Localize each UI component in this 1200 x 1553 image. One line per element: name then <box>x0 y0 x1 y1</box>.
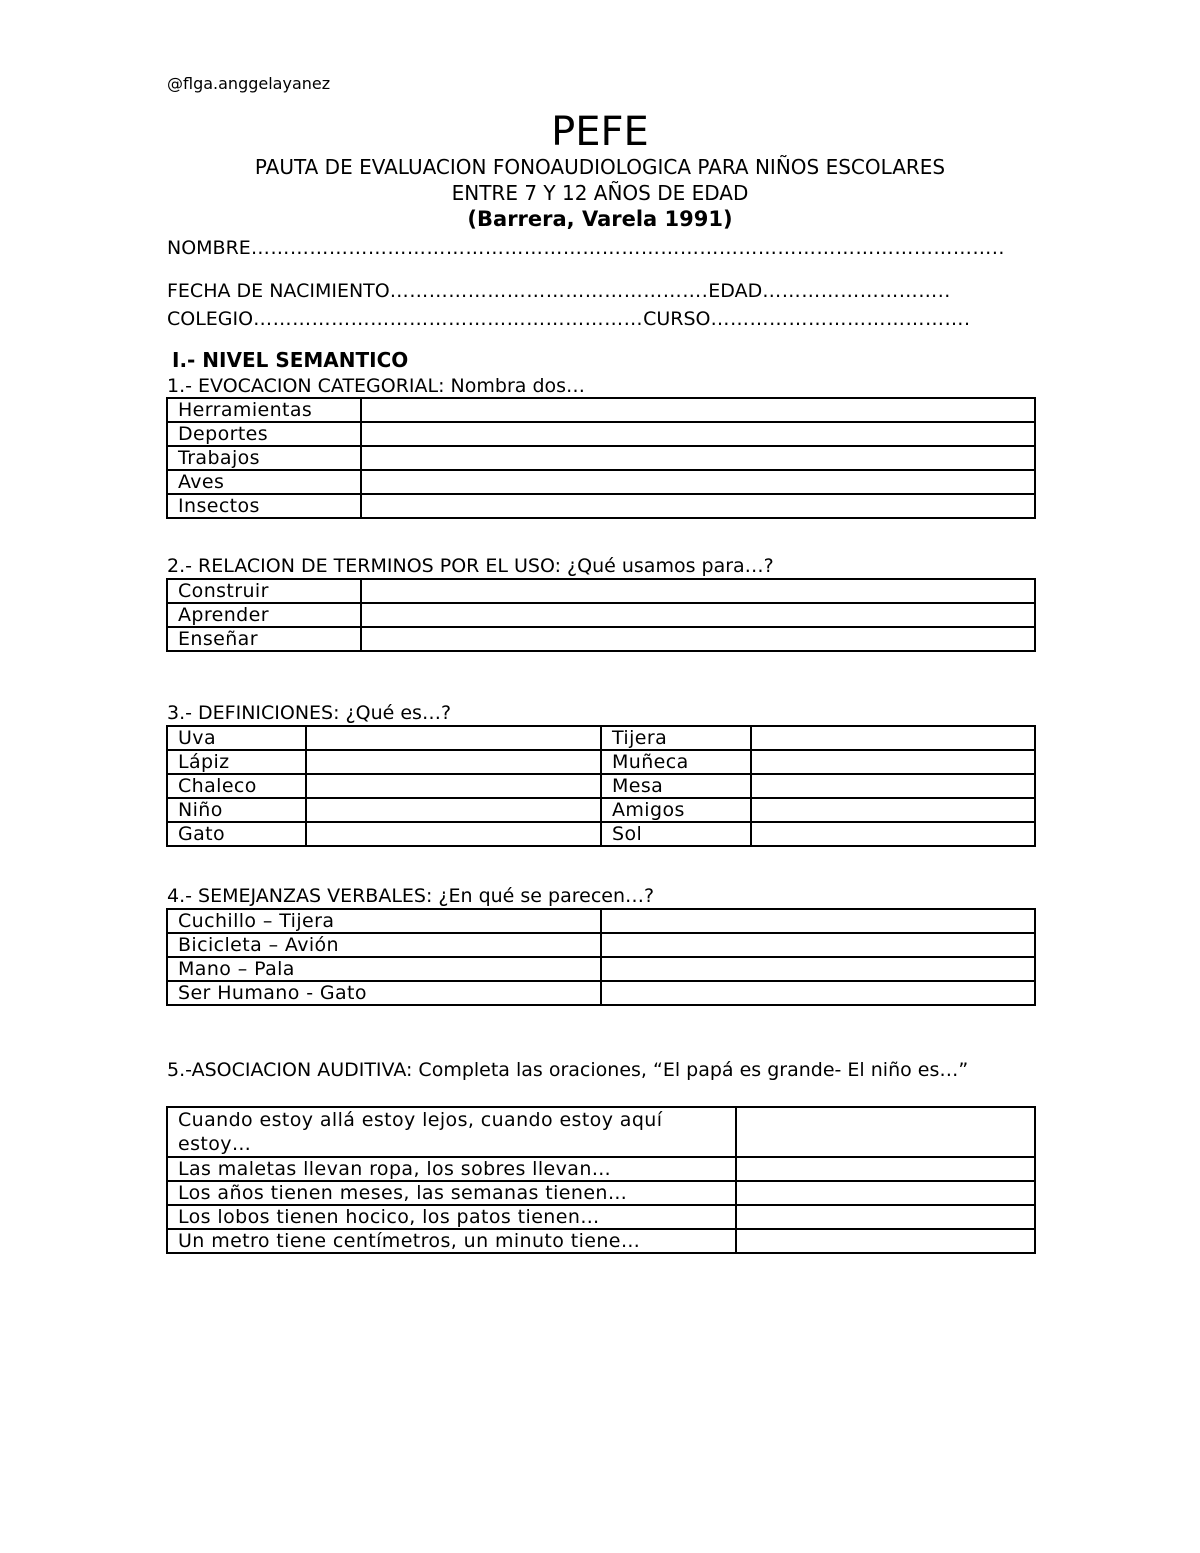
edad-label: EDAD <box>708 280 763 302</box>
answer-cell[interactable] <box>751 726 1035 750</box>
table-row <box>167 933 1035 957</box>
answer-cell[interactable] <box>361 470 1035 494</box>
field-colegio[interactable]: COLEGIO……………………………………………………CURSO…………………………………. <box>167 308 971 330</box>
answer-cell[interactable] <box>736 1157 1035 1181</box>
table-row <box>167 798 1035 822</box>
pair-cell: Mano – Pala <box>167 957 601 981</box>
table-row <box>167 822 1035 846</box>
answer-cell[interactable] <box>361 446 1035 470</box>
answer-cell[interactable] <box>736 1205 1035 1229</box>
s3-table <box>166 725 1036 847</box>
word-cell: Lápiz <box>167 750 306 774</box>
word-cell: Chaleco <box>167 774 306 798</box>
category-cell: Herramientas <box>167 398 361 422</box>
fecha-label: FECHA DE NACIMIENTO <box>167 280 390 302</box>
document-title: PEFE <box>551 109 649 155</box>
table-row <box>167 909 1035 933</box>
section-title: I.- NIVEL SEMANTICO <box>172 348 409 372</box>
word-cell: Niño <box>167 798 306 822</box>
answer-cell[interactable] <box>736 1229 1035 1253</box>
table-row <box>167 470 1035 494</box>
category-cell: Aves <box>167 470 361 494</box>
s1-table <box>166 397 1036 519</box>
term-cell: Construir <box>167 579 361 603</box>
word-cell: Amigos <box>601 798 751 822</box>
term-cell: Aprender <box>167 603 361 627</box>
s5-heading: 5.-ASOCIACION AUDITIVA: Completa las oraciones, “El papá es grande- El niño es…” <box>167 1059 969 1081</box>
table-row <box>167 981 1035 1005</box>
s2-heading: 2.- RELACION DE TERMINOS POR EL USO: ¿Qué usamos para…? <box>167 555 774 577</box>
table-row <box>167 1229 1035 1253</box>
category-cell: Deportes <box>167 422 361 446</box>
table-row <box>167 1205 1035 1229</box>
word-cell: Tijera <box>601 726 751 750</box>
answer-cell[interactable] <box>736 1107 1035 1157</box>
field-nombre[interactable]: NOMBRE…………………………………………………………………………………………………….. <box>167 237 1005 259</box>
table-row <box>167 398 1035 422</box>
table-row <box>167 422 1035 446</box>
table-row <box>167 1157 1035 1181</box>
answer-cell[interactable] <box>361 422 1035 446</box>
s1-heading: 1.- EVOCACION CATEGORIAL: Nombra dos… <box>167 375 586 397</box>
table-row <box>167 774 1035 798</box>
table-row <box>167 494 1035 518</box>
word-cell: Gato <box>167 822 306 846</box>
s3-heading: 3.- DEFINICIONES: ¿Qué es…? <box>167 702 452 724</box>
s4-table <box>166 908 1036 1006</box>
answer-cell[interactable] <box>306 726 601 750</box>
answer-cell[interactable] <box>736 1181 1035 1205</box>
subtitle-citation: (Barrera, Varela 1991) <box>467 207 733 231</box>
category-cell: Insectos <box>167 494 361 518</box>
field-fecha-nacimiento[interactable]: FECHA DE NACIMIENTO………………………………………….EDAD……………………….. <box>167 280 951 302</box>
answer-cell[interactable] <box>361 627 1035 651</box>
sentence-cell: Cuando estoy allá estoy lejos, cuando estoy aquí estoy… <box>167 1107 736 1157</box>
table-row <box>167 627 1035 651</box>
table-row <box>167 957 1035 981</box>
answer-cell[interactable] <box>601 909 1035 933</box>
table-row <box>167 603 1035 627</box>
sentence-cell: Los lobos tienen hocico, los patos tienen… <box>167 1205 736 1229</box>
word-cell: Sol <box>601 822 751 846</box>
pair-cell: Ser Humano - Gato <box>167 981 601 1005</box>
subtitle-line-2: ENTRE 7 Y 12 AÑOS DE EDAD <box>451 181 749 205</box>
word-cell: Muñeca <box>601 750 751 774</box>
answer-cell[interactable] <box>361 494 1035 518</box>
term-cell: Enseñar <box>167 627 361 651</box>
curso-label: CURSO <box>643 308 711 330</box>
table-row <box>167 1107 1035 1157</box>
answer-cell[interactable] <box>361 398 1035 422</box>
answer-cell[interactable] <box>601 957 1035 981</box>
answer-cell[interactable] <box>751 798 1035 822</box>
s2-table <box>166 578 1036 652</box>
s4-heading: 4.- SEMEJANZAS VERBALES: ¿En qué se parecen…? <box>167 885 655 907</box>
sentence-cell: Las maletas llevan ropa, los sobres llevan… <box>167 1157 736 1181</box>
answer-cell[interactable] <box>306 798 601 822</box>
answer-cell[interactable] <box>601 981 1035 1005</box>
answer-cell[interactable] <box>306 822 601 846</box>
colegio-label: COLEGIO <box>167 308 254 330</box>
table-row <box>167 579 1035 603</box>
table-row <box>167 1181 1035 1205</box>
answer-cell[interactable] <box>306 774 601 798</box>
answer-cell[interactable] <box>751 822 1035 846</box>
s5-table <box>166 1106 1036 1254</box>
sentence-cell: Los años tienen meses, las semanas tienen… <box>167 1181 736 1205</box>
pair-cell: Bicicleta – Avión <box>167 933 601 957</box>
answer-cell[interactable] <box>601 933 1035 957</box>
word-cell: Uva <box>167 726 306 750</box>
answer-cell[interactable] <box>306 750 601 774</box>
category-cell: Trabajos <box>167 446 361 470</box>
word-cell: Mesa <box>601 774 751 798</box>
table-row <box>167 750 1035 774</box>
answer-cell[interactable] <box>751 750 1035 774</box>
nombre-label: NOMBRE <box>167 237 251 259</box>
author-handle: @flga.anggelayanez <box>167 74 331 93</box>
subtitle-line-1: PAUTA DE EVALUACION FONOAUDIOLOGICA PARA NIÑOS ESCOLARES <box>254 155 946 179</box>
table-row <box>167 446 1035 470</box>
answer-cell[interactable] <box>751 774 1035 798</box>
pair-cell: Cuchillo – Tijera <box>167 909 601 933</box>
answer-cell[interactable] <box>361 603 1035 627</box>
table-row <box>167 726 1035 750</box>
sentence-cell: Un metro tiene centímetros, un minuto tiene… <box>167 1229 736 1253</box>
answer-cell[interactable] <box>361 579 1035 603</box>
